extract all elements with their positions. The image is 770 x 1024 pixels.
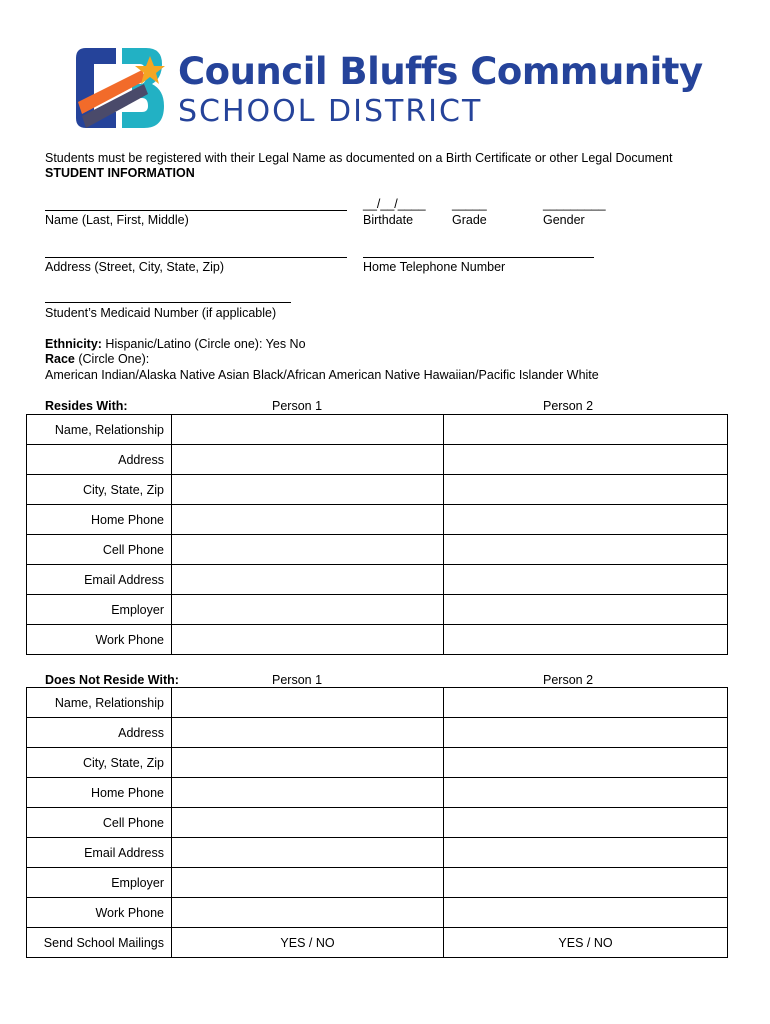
- grade-label: Grade: [452, 213, 487, 227]
- person1-cell[interactable]: [172, 808, 444, 838]
- resides-title: Resides With:: [45, 399, 128, 413]
- person1-cell[interactable]: [172, 838, 444, 868]
- not-resides-title: Does Not Reside With:: [45, 673, 179, 687]
- race-instruction: (Circle One):: [74, 352, 150, 366]
- row-label: City, State, Zip: [27, 475, 172, 505]
- table-row: [27, 505, 728, 535]
- resides-person1-header: Person 1: [272, 399, 323, 413]
- table-row: [27, 445, 728, 475]
- ethnicity-options[interactable]: Hispanic/Latino (Circle one): Yes No: [101, 337, 306, 351]
- person1-cell[interactable]: [172, 475, 444, 505]
- birthdate-blank[interactable]: __/__/____: [363, 197, 426, 211]
- person2-cell[interactable]: [444, 838, 728, 868]
- phone-underline[interactable]: [363, 257, 594, 258]
- row-label: Email Address: [27, 838, 172, 868]
- medicaid-label: Student’s Medicaid Number (if applicable): [45, 306, 277, 320]
- row-label: Employer: [27, 868, 172, 898]
- table-row: [27, 475, 728, 505]
- person2-cell[interactable]: [444, 625, 728, 655]
- row-label: Cell Phone: [27, 535, 172, 565]
- section-title: STUDENT INFORMATION: [45, 166, 195, 180]
- row-label: Name, Relationship: [27, 415, 172, 445]
- table-row: [27, 808, 728, 838]
- person2-cell[interactable]: [444, 718, 728, 748]
- table-row: [27, 868, 728, 898]
- table-row: [27, 748, 728, 778]
- row-label: Home Phone: [27, 505, 172, 535]
- row-label: City, State, Zip: [27, 748, 172, 778]
- table-row: [27, 928, 728, 958]
- medicaid-underline[interactable]: [45, 302, 291, 303]
- row-label: Email Address: [27, 565, 172, 595]
- logo-subtitle: SCHOOL DISTRICT: [178, 94, 483, 129]
- send-mailings-label: Send School Mailings: [27, 928, 172, 958]
- person1-cell[interactable]: [172, 415, 444, 445]
- person2-cell[interactable]: [444, 565, 728, 595]
- table-row: [27, 688, 728, 718]
- row-label: Name, Relationship: [27, 688, 172, 718]
- table-row: [27, 625, 728, 655]
- person2-cell[interactable]: [444, 445, 728, 475]
- grade-blank[interactable]: _____: [452, 197, 487, 211]
- person2-cell[interactable]: [444, 898, 728, 928]
- row-label: Employer: [27, 595, 172, 625]
- table-row: [27, 415, 728, 445]
- race-options[interactable]: American Indian/Alaska Native Asian Black/African American Native Hawaiian/Pacific Islander White: [45, 368, 599, 382]
- person1-cell[interactable]: [172, 625, 444, 655]
- person1-cell[interactable]: [172, 595, 444, 625]
- person1-cell[interactable]: [172, 778, 444, 808]
- phone-label: Home Telephone Number: [363, 260, 506, 274]
- name-underline[interactable]: [45, 210, 347, 211]
- person2-cell[interactable]: [444, 415, 728, 445]
- row-label: Cell Phone: [27, 808, 172, 838]
- not-resides-table: [26, 687, 728, 958]
- row-label: Address: [27, 718, 172, 748]
- cb-monogram-icon: [72, 44, 172, 134]
- table-row: [27, 778, 728, 808]
- name-label: Name (Last, First, Middle): [45, 213, 189, 227]
- person2-cell[interactable]: [444, 535, 728, 565]
- table-row: [27, 535, 728, 565]
- table-row: [27, 838, 728, 868]
- person2-cell[interactable]: [444, 688, 728, 718]
- person2-cell[interactable]: [444, 868, 728, 898]
- logo-title: Council Bluffs Community: [178, 50, 703, 93]
- race-label: Race: [45, 352, 75, 366]
- ethnicity-label: Ethnicity:: [45, 337, 102, 351]
- person1-cell[interactable]: [172, 718, 444, 748]
- row-label: Work Phone: [27, 625, 172, 655]
- address-underline[interactable]: [45, 257, 347, 258]
- mailings-person2-choice[interactable]: YES / NO: [444, 928, 728, 958]
- district-logo: [72, 44, 712, 134]
- person2-cell[interactable]: [444, 748, 728, 778]
- person1-cell[interactable]: [172, 565, 444, 595]
- table-row: [27, 718, 728, 748]
- ethnicity-line: [45, 337, 306, 351]
- person1-cell[interactable]: [172, 748, 444, 778]
- row-label: Address: [27, 445, 172, 475]
- person2-cell[interactable]: [444, 778, 728, 808]
- person1-cell[interactable]: [172, 535, 444, 565]
- table-row: [27, 565, 728, 595]
- person2-cell[interactable]: [444, 475, 728, 505]
- resides-person2-header: Person 2: [543, 399, 594, 413]
- birthdate-label: Birthdate: [363, 213, 414, 227]
- person2-cell[interactable]: [444, 808, 728, 838]
- table-row: [27, 898, 728, 928]
- gender-blank[interactable]: _________: [543, 197, 606, 211]
- person1-cell[interactable]: [172, 898, 444, 928]
- legal-name-notice: Students must be registered with their Legal Name as documented on a Birth Certificate or other Legal Document: [45, 151, 673, 165]
- resides-table: [26, 414, 728, 655]
- address-label: Address (Street, City, State, Zip): [45, 260, 224, 274]
- person1-cell[interactable]: [172, 868, 444, 898]
- gender-label: Gender: [543, 213, 585, 227]
- mailings-person1-choice[interactable]: YES / NO: [172, 928, 444, 958]
- row-label: Home Phone: [27, 778, 172, 808]
- table-row: [27, 595, 728, 625]
- person1-cell[interactable]: [172, 505, 444, 535]
- person1-cell[interactable]: [172, 445, 444, 475]
- person1-cell[interactable]: [172, 688, 444, 718]
- not-resides-person2-header: Person 2: [543, 673, 594, 687]
- not-resides-person1-header: Person 1: [272, 673, 323, 687]
- person2-cell[interactable]: [444, 505, 728, 535]
- row-label: Work Phone: [27, 898, 172, 928]
- race-line: [45, 352, 149, 366]
- person2-cell[interactable]: [444, 595, 728, 625]
